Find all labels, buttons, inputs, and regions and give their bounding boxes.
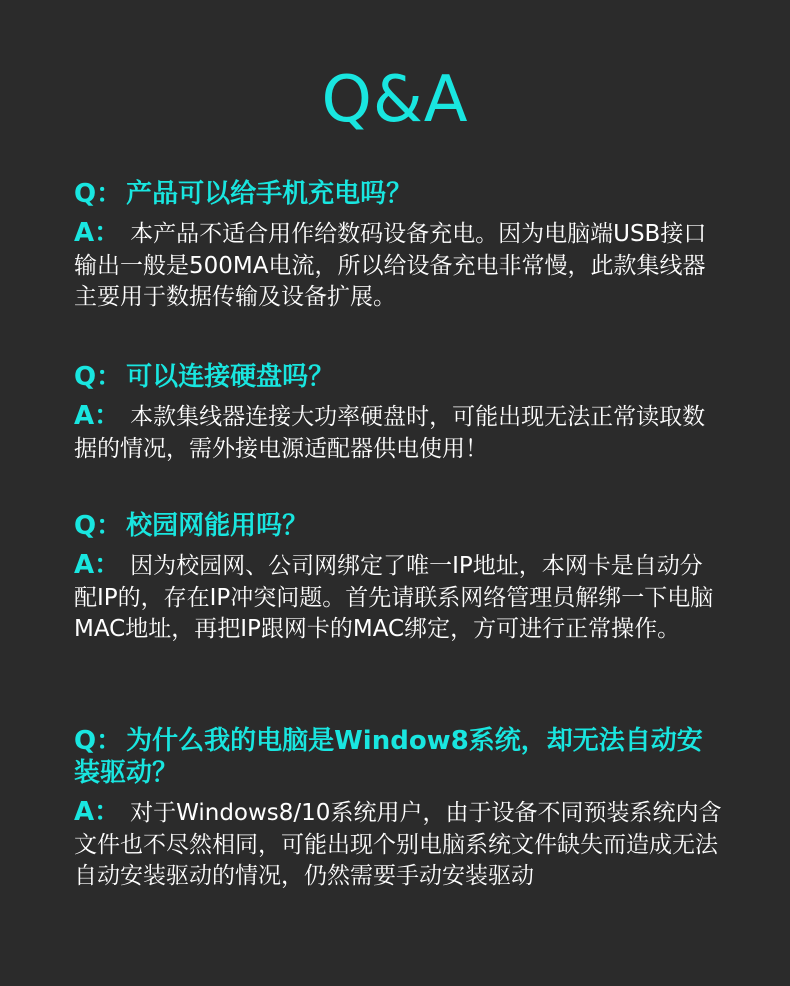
- question-4: [74, 725, 724, 789]
- answer-text: 本款集线器连接大功率硬盘时，可能出现无法正常读取数据的情况，需外接电源适配器供电使用！: [74, 404, 706, 462]
- qa-item-2: [74, 361, 724, 465]
- answer-text: 对于Windows8/10系统用户，由于设备不同预装系统内含文件也不尽然相同，可能出现个别电脑系统文件缺失而造成无法自动安装驱动的情况，仍然需要手动安装驱动: [74, 800, 722, 889]
- answer-text: 本产品不适合用作给数码设备充电。因为电脑端USB接口输出一般是500MA电流，所以给设备充电非常慢，此款集线器主要用于数据传输及设备扩展。: [74, 221, 707, 310]
- question-3: [74, 510, 724, 542]
- qa-item-4: [74, 725, 724, 893]
- question-label: Q：: [74, 362, 123, 392]
- answer-text: 因为校园网、公司网绑定了唯一IP地址，本网卡是自动分配IP的，存在IP冲突问题。首先请联系网络管理员解绑一下电脑MAC地址，再把IP跟网卡的MAC绑定，方可进行正常操作。: [74, 553, 714, 642]
- answer-1: [74, 218, 724, 314]
- answer-label: A：: [74, 401, 121, 431]
- question-text: 校园网能用吗？: [126, 511, 309, 541]
- page-title: Q&A: [321, 63, 469, 137]
- answer-label: A：: [74, 550, 121, 580]
- question-text: 为什么我的电脑是Window8系统，却无法自动安装驱动？: [74, 726, 703, 788]
- question-text: 可以连接硬盘吗？: [126, 362, 335, 392]
- answer-2: [74, 401, 724, 465]
- question-label: Q：: [74, 511, 123, 541]
- answer-label: A：: [74, 218, 121, 248]
- answer-4: [74, 797, 724, 893]
- question-text: 产品可以给手机充电吗？: [126, 179, 413, 209]
- answer-label: A：: [74, 797, 121, 827]
- question-2: [74, 361, 724, 393]
- qa-item-3: [74, 510, 724, 646]
- question-label: Q：: [74, 179, 123, 209]
- answer-3: [74, 550, 724, 646]
- qa-item-1: [74, 178, 724, 314]
- question-1: [74, 178, 724, 210]
- question-label: Q：: [74, 726, 123, 756]
